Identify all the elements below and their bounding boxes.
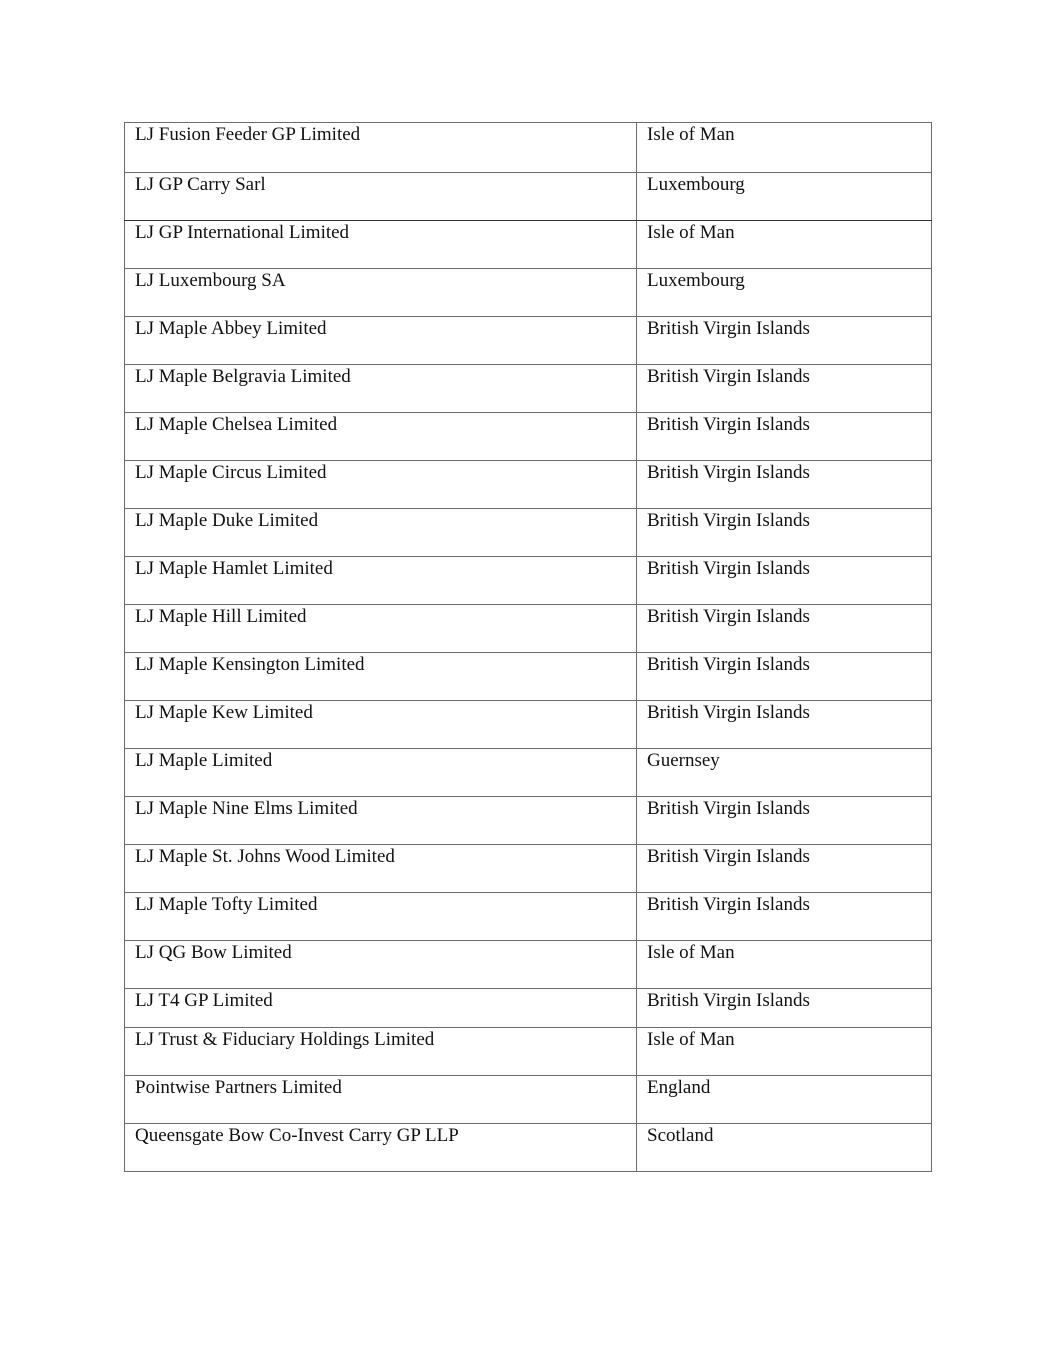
- entity-name-cell: LJ Maple Duke Limited: [125, 509, 637, 557]
- table-row: [125, 605, 932, 653]
- entity-name-cell: LJ QG Bow Limited: [125, 941, 637, 989]
- jurisdiction-cell: Isle of Man: [637, 221, 932, 269]
- entity-jurisdiction-table: [124, 122, 932, 1172]
- entity-name-cell: LJ Maple Circus Limited: [125, 461, 637, 509]
- table-row: [125, 269, 932, 317]
- jurisdiction-cell: British Virgin Islands: [637, 365, 932, 413]
- table-row: [125, 701, 932, 749]
- entity-name-cell: Queensgate Bow Co-Invest Carry GP LLP: [125, 1124, 637, 1172]
- jurisdiction-cell: Guernsey: [637, 749, 932, 797]
- jurisdiction-cell: Isle of Man: [637, 123, 932, 173]
- entity-name-cell: LJ Trust & Fiduciary Holdings Limited: [125, 1028, 637, 1076]
- table-row: [125, 1124, 932, 1172]
- table-row: [125, 797, 932, 845]
- jurisdiction-cell: British Virgin Islands: [637, 701, 932, 749]
- jurisdiction-cell: British Virgin Islands: [637, 509, 932, 557]
- table-row: [125, 173, 932, 221]
- table-row: [125, 509, 932, 557]
- jurisdiction-cell: Luxembourg: [637, 173, 932, 221]
- table-row: [125, 1076, 932, 1124]
- table-row: [125, 653, 932, 701]
- entity-name-cell: LJ Maple Kew Limited: [125, 701, 637, 749]
- jurisdiction-cell: British Virgin Islands: [637, 989, 932, 1028]
- jurisdiction-cell: British Virgin Islands: [637, 557, 932, 605]
- jurisdiction-cell: British Virgin Islands: [637, 797, 932, 845]
- table-row: [125, 1028, 932, 1076]
- jurisdiction-cell: British Virgin Islands: [637, 413, 932, 461]
- entity-name-cell: LJ Maple St. Johns Wood Limited: [125, 845, 637, 893]
- table-row: [125, 461, 932, 509]
- entity-name-cell: LJ Maple Hill Limited: [125, 605, 637, 653]
- entity-name-cell: LJ T4 GP Limited: [125, 989, 637, 1028]
- table-row: [125, 989, 932, 1028]
- jurisdiction-cell: Luxembourg: [637, 269, 932, 317]
- jurisdiction-cell: Isle of Man: [637, 1028, 932, 1076]
- jurisdiction-cell: British Virgin Islands: [637, 653, 932, 701]
- table-body: [125, 123, 932, 1172]
- jurisdiction-cell: British Virgin Islands: [637, 893, 932, 941]
- entity-name-cell: LJ Maple Limited: [125, 749, 637, 797]
- table-row: [125, 221, 932, 269]
- entity-name-cell: Pointwise Partners Limited: [125, 1076, 637, 1124]
- jurisdiction-cell: England: [637, 1076, 932, 1124]
- jurisdiction-cell: British Virgin Islands: [637, 845, 932, 893]
- table-row: [125, 413, 932, 461]
- entity-name-cell: LJ Fusion Feeder GP Limited: [125, 123, 637, 173]
- jurisdiction-cell: British Virgin Islands: [637, 461, 932, 509]
- table-row: [125, 749, 932, 797]
- jurisdiction-cell: Scotland: [637, 1124, 932, 1172]
- entity-name-cell: LJ Maple Tofty Limited: [125, 893, 637, 941]
- table-row: [125, 123, 932, 173]
- entity-name-cell: LJ GP International Limited: [125, 221, 637, 269]
- table-row: [125, 365, 932, 413]
- entity-name-cell: LJ Maple Chelsea Limited: [125, 413, 637, 461]
- entity-name-cell: LJ GP Carry Sarl: [125, 173, 637, 221]
- entity-name-cell: LJ Maple Abbey Limited: [125, 317, 637, 365]
- table-row: [125, 317, 932, 365]
- entity-name-cell: LJ Maple Kensington Limited: [125, 653, 637, 701]
- table-row: [125, 941, 932, 989]
- jurisdiction-cell: Isle of Man: [637, 941, 932, 989]
- table-row: [125, 557, 932, 605]
- table-row: [125, 845, 932, 893]
- entity-name-cell: LJ Luxembourg SA: [125, 269, 637, 317]
- jurisdiction-cell: British Virgin Islands: [637, 605, 932, 653]
- jurisdiction-cell: British Virgin Islands: [637, 317, 932, 365]
- entity-name-cell: LJ Maple Hamlet Limited: [125, 557, 637, 605]
- entity-name-cell: LJ Maple Belgravia Limited: [125, 365, 637, 413]
- table-row: [125, 893, 932, 941]
- entity-name-cell: LJ Maple Nine Elms Limited: [125, 797, 637, 845]
